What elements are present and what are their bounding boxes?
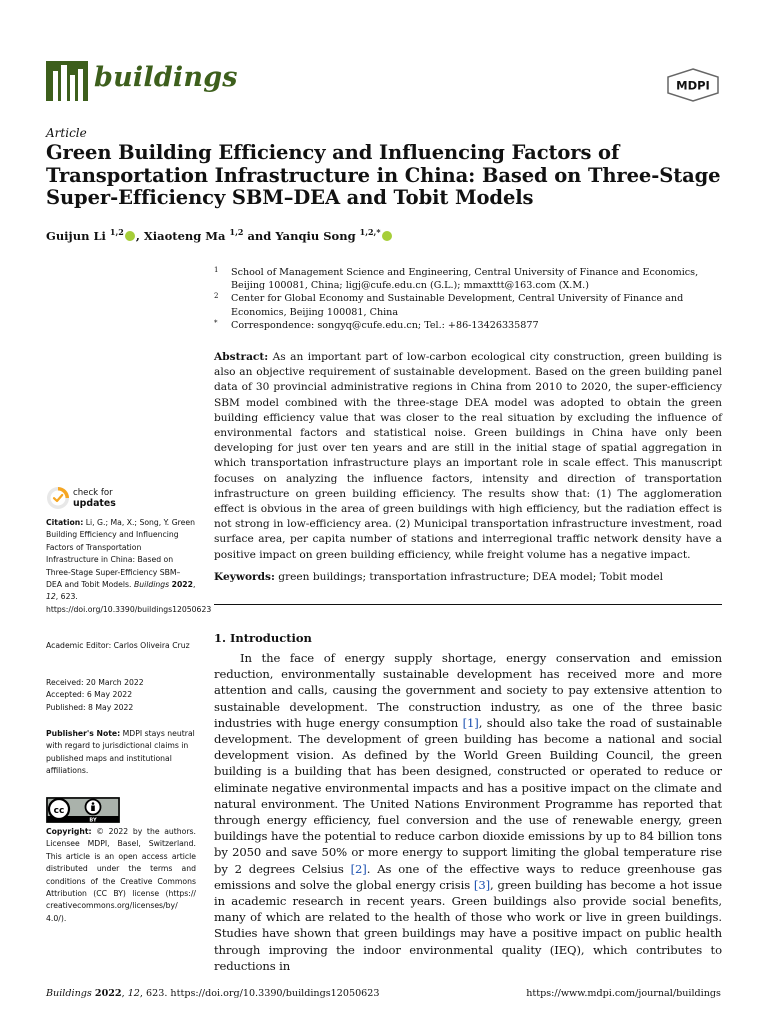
section-heading: 1. Introduction	[214, 631, 312, 645]
abstract-text: As an important part of low-carbon ecological city construction, green building is also an objective requirement of sustainable development. Based on the green building panel data of 30 provincial administrative regions in China from 2010 to 2020, the super-efficiency SBM model combined with the three-stage DEA model was adopted to obtain the green building efficiency value that was closer to the real situation by excluding the influence of environmental factors and statistical noise. Green buildings in China have only been developing for just over ten years and are still in the initial stage of spatial aggregation in which transportation infrastructure plays an important role in scale effect. This manuscript focuses on analyzing the influence factors, intensity and direction of transportation infrastructure on green building efficiency. The results show that: (1) The agglomeration effect is obvious in the area of green buildings with high efficiency, but the radiation effect is not strong in low-efficiency area. (2) Municipal transportation infrastructure investment, road surface area, per capita number of stations and interregional traffic network density have a positive impact on green building efficiency, while freight volume has a negative impact.	[214, 351, 722, 561]
copyright-text: © 2022 by the authors. Licensee MDPI, Basel, Switzerland. This article is an open access article distributed under the terms and conditions of the Creative Commons Attribution (CC BY) license (https:// creativecommons.org/licenses/by/ 4.0/).	[46, 827, 196, 923]
footer-journal-url[interactable]: https://www.mdpi.com/journal/buildings	[526, 988, 721, 999]
abstract-divider	[214, 604, 722, 605]
footer-year: 2022	[94, 988, 122, 999]
author-name[interactable]: Guijun Li	[46, 228, 106, 243]
author-name[interactable]: Yanqiu Song	[275, 228, 356, 243]
affiliation-item	[214, 266, 724, 292]
cc-by-license-icon[interactable]	[46, 797, 120, 823]
buildings-logo-icon	[46, 61, 88, 101]
citation-journal: Buildings	[133, 580, 170, 590]
keywords-text: green buildings; transportation infrastructure; DEA model; Tobit model	[278, 571, 664, 583]
citation-block: Citation: Li, G.; Ma, X.; Song, Y. Green Building Efficiency and Influencing Factors of Transportation Infrastructure in China: Based on Three-Stage Super-Efficiency SBM–DEA and Tobit Models. Buildings 2022, 12, 623. https://doi.org/10.3390/buildings12050623	[46, 518, 212, 614]
correspondence-text: Correspondence: songyq@cufe.edu.cn; Tel.: +86-13426335877	[231, 319, 539, 331]
orcid-icon[interactable]	[382, 231, 392, 241]
footer-journal: Buildings	[46, 988, 92, 999]
citation-label: Citation:	[46, 518, 84, 527]
body-text-segment: , green building has become a hot issue in academic research in recent years. Green buildings also provide social benefits, many of which are related to the health of those who work or live in green buildings. Studies have shown that green buildings may have a positive impact on public health through improving the indoor environmental quality (IEQ), which contributes to reductions in	[214, 877, 723, 973]
keywords-label: Keywords:	[214, 571, 275, 583]
published-date: Published: 8 May 2022	[46, 702, 134, 712]
author-affiliation-mark: 1,2	[109, 227, 124, 237]
cc-badge-text: BY	[89, 817, 97, 823]
footer-doi-link[interactable]: , 623. https://doi.org/10.3390/buildings12050623	[139, 988, 380, 999]
mdpi-logo[interactable]	[666, 68, 720, 102]
affiliation-mark: *	[214, 318, 218, 327]
body-text-segment: . As one of the effective ways to reduce greenhouse gas emissions and solve the global energy crisis	[214, 861, 722, 892]
affiliation-item	[214, 292, 724, 318]
abstract	[214, 350, 722, 563]
article-type: Article	[46, 126, 87, 140]
introduction-paragraph	[214, 650, 722, 974]
affiliation-mark: 2	[214, 292, 219, 301]
copyright-label: Copyright:	[46, 827, 92, 836]
reference-link[interactable]: [2]	[350, 861, 367, 876]
author-conjunction: and	[247, 228, 272, 243]
academic-editor: Academic Editor: Carlos Oliveira Cruz	[46, 641, 190, 650]
citation-volume: 12	[46, 592, 56, 602]
dates-block	[46, 677, 196, 714]
keywords	[214, 571, 722, 583]
body-text-segment: In the face of energy supply shortage, energy conservation and emission reduction, environmentally sustainable development has received more and more attention and calls, causing the government and society to pay extensive attention to sustainable development. The construction industry, as one of the three basic industries with huge energy consumption	[214, 651, 722, 730]
svg-text:cc: cc	[53, 806, 65, 816]
footer-citation: Buildings 2022, 12, 623. https://doi.org/10.3390/buildings12050623	[46, 988, 380, 999]
affiliation-text: School of Management Science and Engineering, Central University of Finance and Economics, Beijing 100081, China; ligj@cufe.edu.cn (G.L.); mmaxttt@163.com (X.M.)	[231, 267, 699, 292]
publishers-note	[46, 728, 196, 778]
check-updates-label	[73, 489, 116, 509]
author-affiliation-mark: 1,2,*	[359, 227, 381, 237]
received-date: Received: 20 March 2022	[46, 678, 144, 687]
publishers-note-label: Publisher's Note:	[46, 729, 121, 738]
accepted-date: Accepted: 6 May 2022	[46, 690, 133, 700]
citation-text: Li, G.; Ma, X.; Song, Y. Green Building Efficiency and Influencing Factors of Transportation Infrastructure in China: Based on Three-Stage Super-Efficiency SBM–DEA and Tobit Models.	[46, 518, 195, 590]
abstract-label: Abstract:	[214, 351, 269, 363]
reference-link[interactable]: [1]	[462, 715, 479, 730]
footer-volume: 12	[127, 988, 140, 999]
affiliation-item	[214, 319, 724, 332]
copyright-block	[46, 826, 196, 925]
check-updates-line2: updates	[73, 497, 116, 509]
author-list: Guijun Li $^{1,2}$ , Xiaoteng Ma $^{1,2}$ and Yanqiu Song $^{1,2,*}$	[46, 227, 393, 243]
affiliation-mark: 1	[214, 266, 219, 274]
citation-doi-link[interactable]: , 623. https://doi.org/10.3390/buildings12050623	[46, 592, 212, 614]
article-title: Green Building Efficiency and Influencing Factors of Transportation Infrastructure in China: Based on Three-Stage Super-Efficiency SBM–DEA and Tobit Models	[46, 141, 721, 209]
body-text-segment: , should also take the road of sustainable development. The development of green building has become a national and social development vision. As defined by the World Green Building Council, the green building is a building that has been designed, constructed or operated to reduce or eliminate negative environmental impacts and has a positive impact on the climate and natural environment. The United Nations Environment Programme has reported that through energy efficiency, fuel conversion and the use of renewable energy, green buildings have the potential to reduce carbon dioxide emissions by up to 84 billion tons by 2050 and save 50% or more energy to support limiting the global temperature rise by 2 degrees Celsius	[214, 715, 722, 876]
publishers-note-text: MDPI stays neutral with regard to jurisdictional claims in published maps and institutional affiliations.	[46, 729, 195, 776]
check-updates-icon	[46, 486, 70, 510]
mdpi-logo-text: MDPI	[676, 78, 710, 93]
author-affiliation-mark: 1,2	[229, 227, 244, 237]
reference-link[interactable]: [3]	[473, 877, 491, 892]
affiliations	[214, 266, 724, 332]
check-updates-line1: check for	[73, 488, 113, 498]
check-for-updates-button[interactable]	[46, 486, 156, 514]
journal-name[interactable]: buildings	[94, 62, 238, 93]
affiliation-text: Center for Global Economy and Sustainable Development, Central University of Finance and Economics, Beijing 100081, China	[231, 293, 684, 318]
citation-year: 2022	[171, 580, 193, 590]
orcid-icon[interactable]	[125, 231, 135, 241]
author-name[interactable]: Xiaoteng Ma	[143, 228, 226, 243]
